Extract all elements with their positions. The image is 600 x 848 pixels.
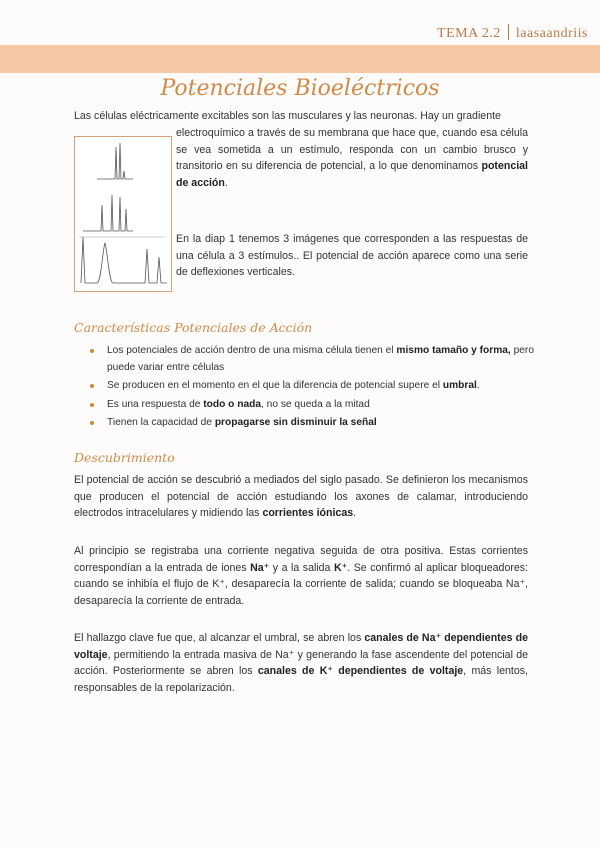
bullet-dot [90, 384, 94, 388]
intro-paragraph: electroquímico a través de su membrana que hace que, cuando esa célula se vea sometida a un estímulo, responda con un cambio brusco y transitorio en su diferencia de potencial, a lo que denominamos potencial de acción. [176, 127, 528, 189]
descubrimiento-paragraph-2: Al principio se registraba una corriente negativa seguida de otra positiva. Estas corrientes correspondían a la entrada de iones Na⁺ y a la salida K⁺. Se confirmó al aplicar bloqueadores: cuando se inhibía el flujo de K⁺, desaparecía la corriente de salida; cuando se bloqueaba Na⁺, desaparecía la corriente de entrada. [74, 545, 528, 607]
caracteristicas-list [74, 343, 534, 434]
header-label [437, 24, 588, 42]
trace-1 [97, 143, 133, 179]
header-orange-strip [0, 45, 600, 73]
list-item: Tienen la capacidad de propagarse sin disminuir la señal [74, 415, 534, 432]
section-heading-descubrimiento: Descubrimiento [74, 450, 175, 465]
bullet-dot [90, 349, 94, 353]
descubrimiento-paragraph-3: El hallazgo clave fue que, al alcanzar el umbral, se abren los canales de Na⁺ dependientes de voltaje, permitiendo la entrada masiva de Na⁺ y generando la fase ascendente del potencial de acción. Posteriormente se abren los canales de K⁺ dependientes de voltaje, más lentos, responsables de la repolarización. [74, 632, 528, 694]
bold-potencial-accion: potencial de acción [176, 160, 528, 189]
header-band [0, 0, 600, 73]
header-separator [508, 24, 509, 40]
bullet-dot [90, 421, 94, 425]
list-item: Los potenciales de acción dentro de una misma célula tienen el mismo tamaño y forma, pero puede variar entre células [74, 343, 534, 376]
trace-3 [81, 237, 167, 283]
action-potential-traces [75, 137, 171, 291]
section-heading-caracteristicas: Características Potenciales de Acción [74, 320, 313, 335]
trace-2 [83, 195, 133, 231]
bullet-dot [90, 403, 94, 407]
header-author: laasaandriis [515, 26, 588, 41]
header-tema: TEMA 2.2 [437, 26, 501, 41]
list-item: Es una respuesta de todo o nada, no se queda a la mitad [74, 397, 534, 414]
list-item: Se producen en el momento en el que la diferencia de potencial supere el umbral. [74, 378, 534, 395]
descubrimiento-paragraph-1: El potencial de acción se descubrió a mediados del siglo pasado. Se definieron los mecanismos que producen el potencial de acción estudiando los axones de calamar, introduciendo electrodos intracelulares y midiendo las corrientes iónicas. [74, 474, 528, 519]
action-potential-figure [74, 136, 172, 292]
intro-line1: Las células eléctricamente excitables son las musculares y las neuronas. Hay un gradiente [74, 110, 501, 122]
page-title: Potenciales Bioeléctricos [160, 76, 440, 101]
diap-paragraph: En la diap 1 tenemos 3 imágenes que corresponden a las respuestas de una célula a 3 estímulos.. El potencial de acción aparece como una serie de deflexiones verticales. [176, 233, 528, 278]
